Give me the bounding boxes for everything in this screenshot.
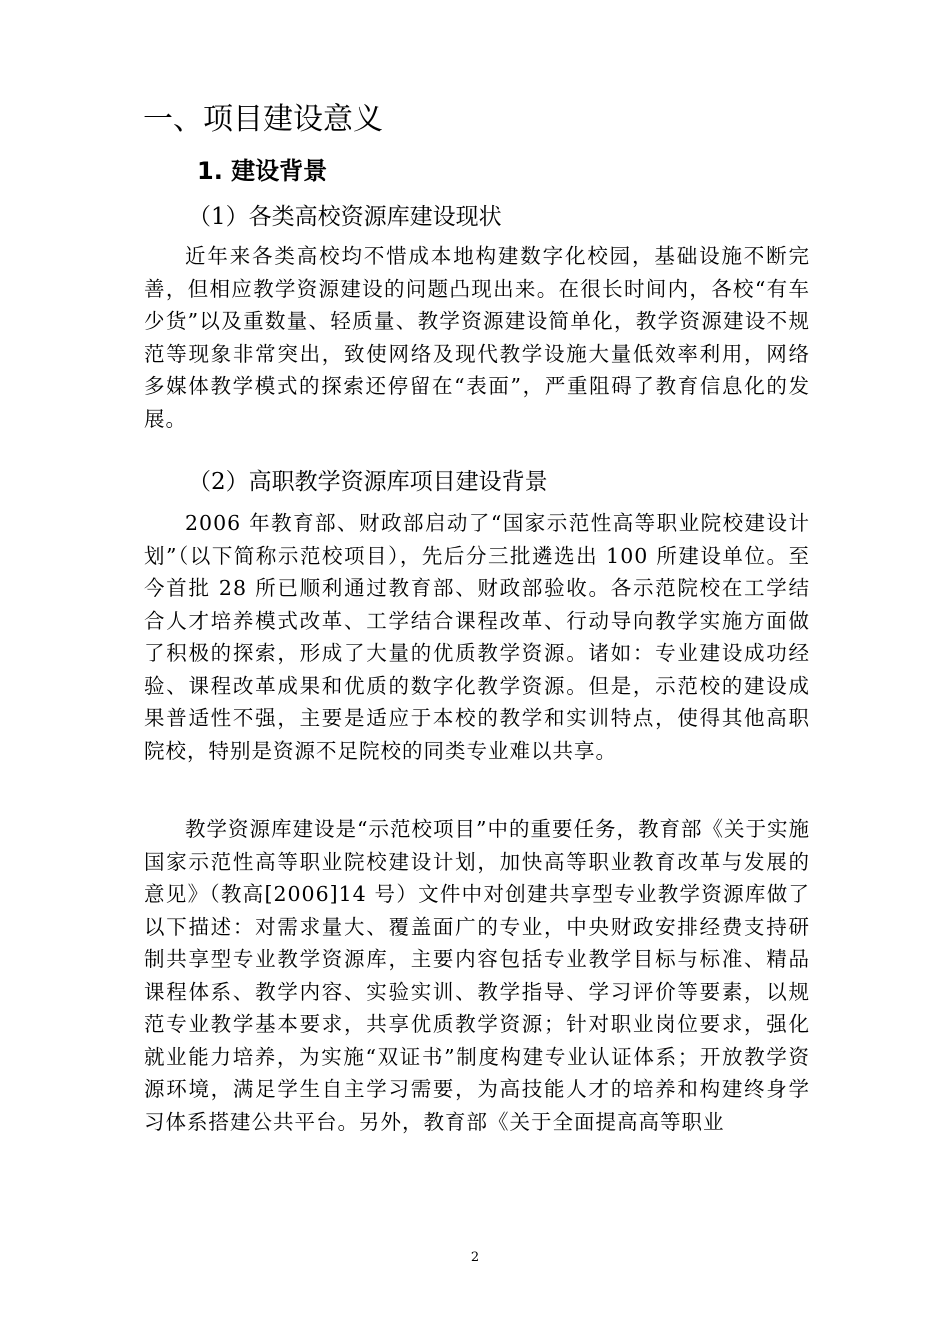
sub-heading: 1. 建设背景: [197, 157, 328, 185]
section-1-title: （1）各类高校资源库建设现状: [188, 204, 502, 230]
section-2-title: （2）高职教学资源库项目建设背景: [188, 469, 548, 495]
page-number: 2: [470, 1250, 480, 1265]
section-2-paragraph-1: 2006 年教育部、财政部启动了“国家示范性高等职业院校建设计划”（以下简称示范校项目），先后分三批遴选出 100 所建设单位。至今首批 28 所已顺利通过教育部、财政部验收。各示范院校在工学结合人才培养模式改革、工学结合课程改革、行动导向教学实施方面做了积极的探索，形成了大量的优质教学资源。诸如：专业建设成功经验、课程改革成果和优质的数字化教学资源。但是，示范校的建设成果普适性不强，主要是适应于本校的教学和实训特点，使得其他高职院校，特别是资源不足院校的同类专业难以共享。: [144, 511, 810, 763]
main-heading: 一、项目建设意义: [143, 102, 383, 137]
section-2-paragraph-2: 教学资源库建设是“示范校项目”中的重要任务，教育部《关于实施国家示范性高等职业院校建设计划，加快高等职业教育改革与发展的意见》（教高[2006]14 号）文件中对创建共享型专业教学资源库做了以下描述：对需求量大、覆盖面广的专业，中央财政安排经费支持研制共享型专业教学资源库，主要内容包括专业教学目标与标准、精品课程体系、教学内容、实验实训、教学指导、学习评价等要素，以规范专业教学基本要求，共享优质教学资源；针对职业岗位要求，强化就业能力培养，为实施“双证书”制度构建专业认证体系；开放教学资源环境，满足学生自主学习需要，为高技能人才的培养和构建终身学习体系搭建公共平台。另外，教育部《关于全面提高高等职业: [144, 817, 810, 1134]
section-1-paragraph: 近年来各类高校均不惜成本地构建数字化校园，基础设施不断完善，但相应教学资源建设的问题凸现出来。在很长时间内，各校“有车少货”以及重数量、轻质量、教学资源建设简单化，教学资源建设不规范等现象非常突出，致使网络及现代教学设施大量低效率利用，网络多媒体教学模式的探索还停留在“表面”，严重阻碍了教育信息化的发展。: [144, 244, 810, 431]
